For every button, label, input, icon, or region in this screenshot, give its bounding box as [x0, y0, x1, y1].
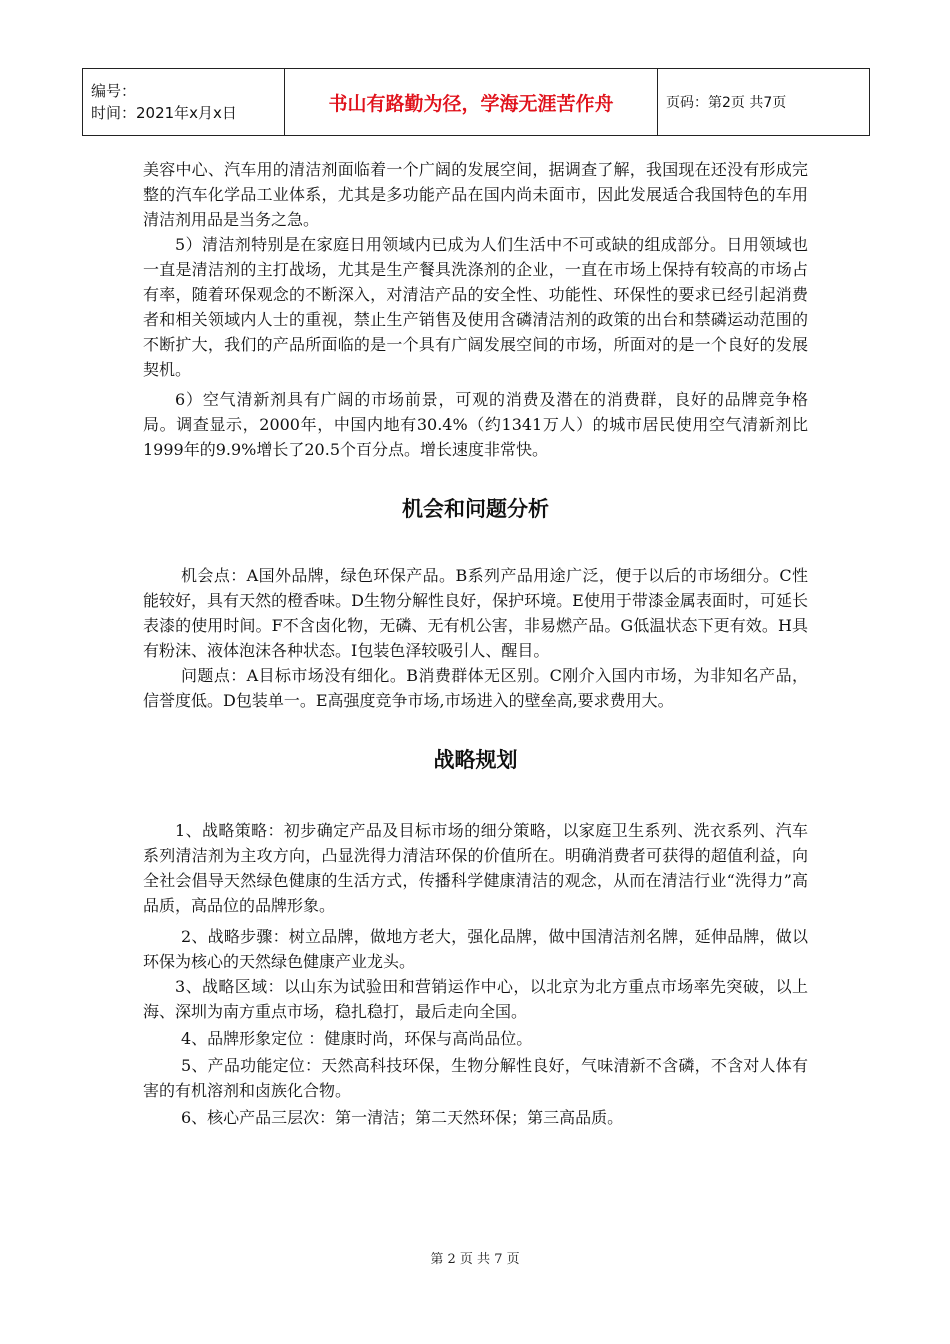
strategy-item-6: 6、核心产品三层次：第一清洁；第二天然环保；第三高品质。 — [181, 1108, 624, 1127]
header-page-info: 页码：第2页 共7页 — [658, 69, 870, 136]
strategy-item-2: 2、战略步骤：树立品牌，做地方老大，强化品牌，做中国清洁剂名牌，延伸品牌，做以环保为核心的天然绿色健康产业龙头。 — [143, 927, 808, 971]
paragraph-intro-1: 美容中心、汽车用的清洁剂面临着一个广阔的发展空间，据调查了解，我国现在还没有形成完整的汽车化学品工业体系，尤其是多功能产品在国内尚未面市，因此发展适合我国特色的车用清洁剂用品是当务之急。 — [143, 160, 808, 229]
section-title-opportunity-analysis: 机会和问题分析 — [402, 497, 549, 521]
paragraph-opportunities: 机会点：A国外品牌，绿色环保产品。B系列产品用途广泛，便于以后的市场细分。C性能较好，具有天然的橙香味。D生物分解性良好，保护环境。E使用于带漆金属表面时，可延长表漆的使用时间。F不含卤化物，无磷、无有机公害，非易燃产品。G低温状态下更有效。H具有粉沫、液体泡沫各种状态。I包装色泽较吸引人、醒目。 — [143, 566, 808, 660]
document-number-label: 编号： — [91, 82, 137, 100]
document-body — [143, 157, 808, 1130]
section-title-strategy: 战略规划 — [433, 748, 518, 772]
header-table — [82, 68, 870, 136]
strategy-item-1: 1、战略策略：初步确定产品及目标市场的细分策略，以家庭卫生系列、洗衣系列、汽车系列清洁剂为主攻方向，凸显洗得力清洁环保的价值所在。明确消费者可获得的超值利益，向全社会倡导天然绿色健康的生活方式，传播科学健康清洁的观念，从而在清洁行业“洗得力”高品质，高品位的品牌形象。 — [143, 821, 808, 915]
paragraph-intro-3: 6）空气清新剂具有广阔的市场前景，可观的消费及潜在的消费群，良好的品牌竞争格局。调查显示，2000年，中国内地有30.4%（约1341万人）的城市居民使用空气清新剂比1999年的9.9%增长了20.5个百分点。增长速度非常快。 — [143, 390, 808, 459]
header-meta — [83, 69, 285, 136]
strategy-item-5: 5、产品功能定位：天然高科技环保，生物分解性良好，气味清新不含磷，不含对人体有害的有机溶剂和卤族化合物。 — [143, 1056, 808, 1100]
header-motto: 书山有路勤为径，学海无涯苦作舟 — [285, 69, 658, 136]
paragraph-problems: 问题点：A目标市场没有细化。B消费群体无区别。C刚介入国内市场，为非知名产品，信誉度低。D包装单一。E高强度竞争市场,市场进入的壁垒高,要求费用大。 — [143, 666, 808, 710]
strategy-item-4: 4、品牌形象定位 ：健康时尚，环保与高尚品位。 — [181, 1029, 533, 1048]
paragraph-intro-2: 5）清洁剂特别是在家庭日用领域内已成为人们生活中不可或缺的组成部分。日用领域也一直是清洁剂的主打战场，尤其是生产餐具洗涤剂的企业，一直在市场上保持有较高的市场占有率，随着环保观念的不断深入，对清洁产品的安全性、功能性、环保性的要求已经引起消费者和相关领域内人士的重视，禁止生产销售及使用含磷清洁剂的政策的出台和禁磷运动范围的不断扩大，我们的产品所面临的是一个具有广阔发展空间的市场，所面对的是一个良好的发展契机。 — [143, 235, 808, 379]
strategy-item-3: 3、战略区域：以山东为试验田和营销运作中心，以北京为北方重点市场率先突破，以上海、深圳为南方重点市场，稳扎稳打，最后走向全国。 — [143, 977, 808, 1021]
page-footer: 第 2 页 共 7 页 — [430, 1252, 520, 1267]
document-time-label: 时间：2021年x月x日 — [91, 104, 237, 122]
